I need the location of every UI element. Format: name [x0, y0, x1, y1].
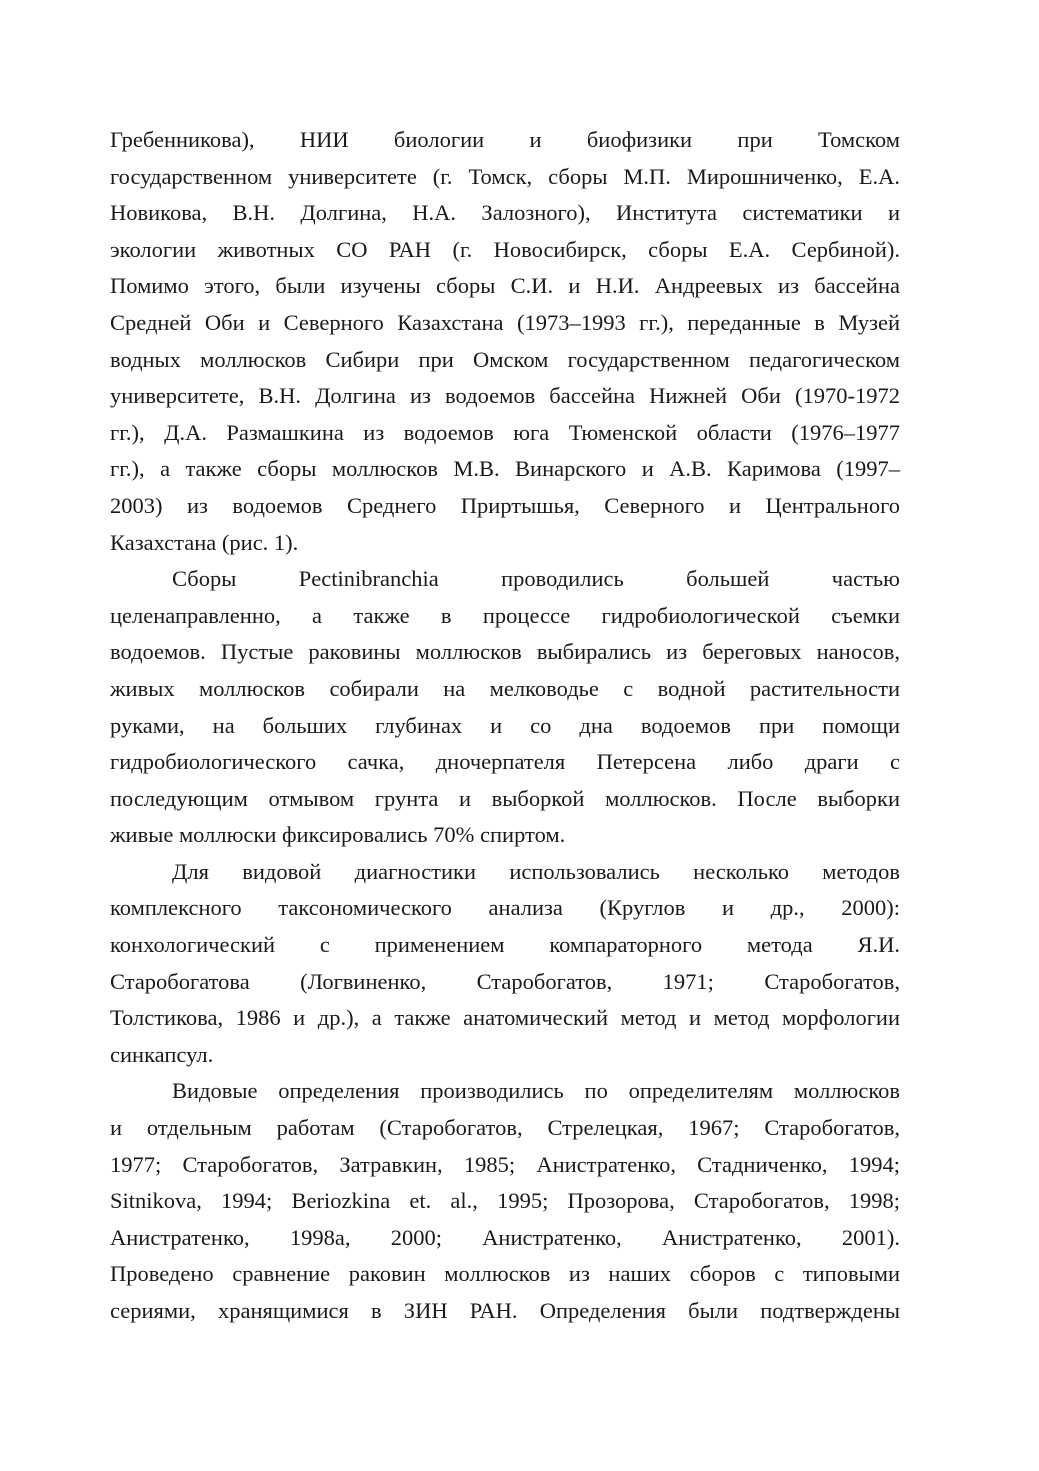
text-line: Казахстана (рис. 1).	[110, 529, 299, 555]
text-line: живых моллюсков собирали на мелководье с водной растительности	[110, 675, 900, 701]
text-line: Сборы Pectinibranchia проводились большей частью	[172, 566, 900, 592]
text-line: Sitnikova, 1994; Beriozkina et. al., 1995; Прозорова, Старобогатов, 1998;	[110, 1188, 900, 1214]
text-line: конхологический с применением компараторного метода Я.И.	[110, 932, 900, 958]
text-line: Новикова, В.Н. Долгина, Н.А. Залозного), Института систематики и	[110, 200, 900, 226]
text-line: 1977; Старобогатов, Затравкин, 1985; Анистратенко, Стадниченко, 1994;	[110, 1151, 900, 1177]
text-line: руками, на больших глубинах и со дна водоемов при помощи	[110, 712, 900, 738]
text-line: последующим отмывом грунта и выборкой моллюсков. После выборки	[110, 785, 900, 811]
paragraph-2	[110, 561, 900, 854]
text-line: комплексного таксономического анализа (Круглов и др., 2000):	[110, 895, 900, 921]
paragraph-4	[110, 1073, 900, 1329]
text-line: живые моллюски фиксировались 70% спиртом.	[110, 822, 566, 848]
text-line: Анистратенко, 1998а, 2000; Анистратенко, Анистратенко, 2001).	[110, 1224, 900, 1250]
text-line: Гребенникова), НИИ биологии и биофизики при Томском	[110, 127, 900, 152]
text-line: Средней Оби и Северного Казахстана (1973–1993 гг.), переданные в Музей	[110, 309, 900, 335]
text-line: государственном университете (г. Томск, сборы М.П. Мирошниченко, Е.А.	[110, 163, 900, 189]
paragraph-3	[110, 854, 900, 1074]
text-line: синкапсул.	[110, 1041, 214, 1067]
text-line: Для видовой диагностики использовались несколько методов	[172, 858, 900, 884]
text-line: водных моллюсков Сибири при Омском государственном педагогическом	[110, 346, 900, 372]
paragraph-1	[110, 122, 900, 561]
text-line: целенаправленно, а также в процессе гидробиологической съемки	[110, 602, 900, 628]
text-line: университете, В.Н. Долгина из водоемов бассейна Нижней Оби (1970-1972	[110, 383, 900, 409]
document-body	[110, 122, 900, 1330]
text-line: гг.), Д.А. Размашкина из водоемов юга Тюменской области (1976–1977	[110, 419, 900, 445]
text-line: Проведено сравнение раковин моллюсков из наших сборов с типовыми	[110, 1261, 900, 1287]
text-line: сериями, хранящимися в ЗИН РАН. Определения были подтверждены	[110, 1298, 900, 1323]
text-line: Помимо этого, были изучены сборы С.И. и Н.И. Андреевых из бассейна	[110, 273, 900, 299]
text-line: гидробиологического сачка, дночерпателя Петерсена либо драги с	[110, 749, 900, 775]
text-line: Видовые определения производились по определителям моллюсков	[172, 1078, 900, 1104]
text-line: гг.), а также сборы моллюсков М.В. Винарского и А.В. Каримова (1997–	[110, 456, 900, 482]
text-line: Старобогатова (Логвиненко, Старобогатов, 1971; Старобогатов,	[110, 968, 900, 994]
text-line: водоемов. Пустые раковины моллюсков выбирались из береговых наносов,	[110, 639, 900, 665]
text-line: и отдельным работам (Старобогатов, Стрелецкая, 1967; Старобогатов,	[110, 1115, 900, 1141]
text-line: 2003) из водоемов Среднего Приртышья, Северного и Центрального	[110, 492, 900, 518]
text-line: экологии животных СО РАН (г. Новосибирск, сборы Е.А. Сербиной).	[110, 236, 900, 262]
text-line: Толстикова, 1986 и др.), а также анатомический метод и метод морфологии	[110, 1005, 900, 1031]
